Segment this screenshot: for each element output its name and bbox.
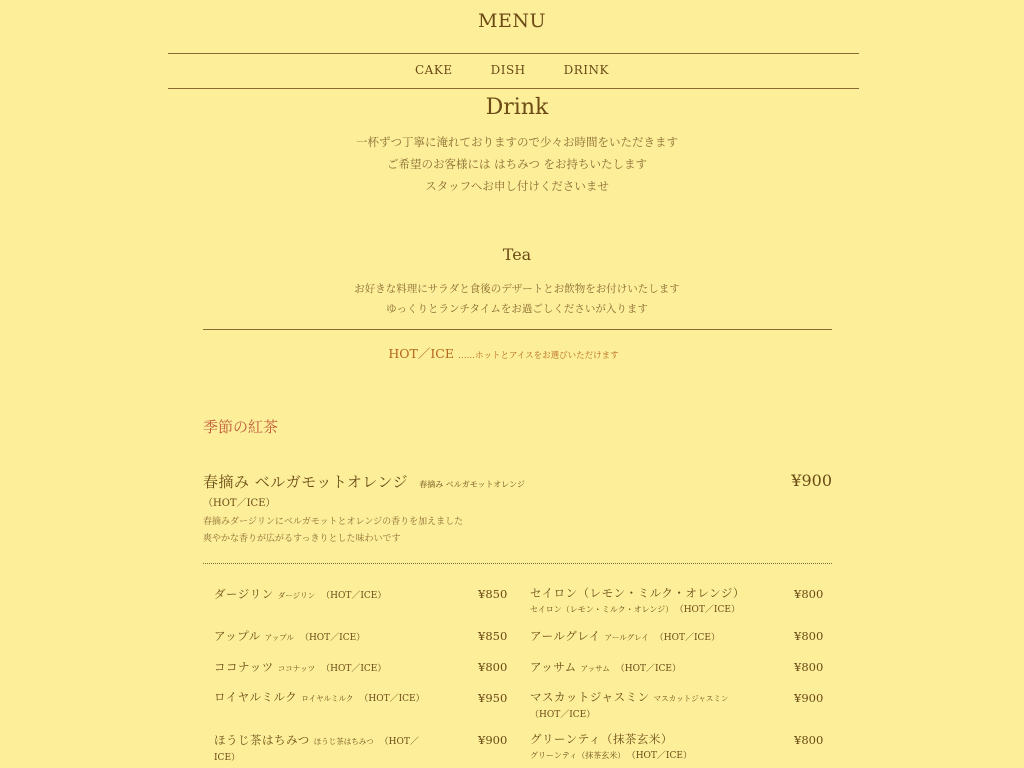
menu-item-coconut [214, 659, 386, 677]
item-options: （HOT／ICE） [321, 591, 387, 601]
item-reading: ダージリン [277, 591, 316, 600]
section-intro [0, 131, 1024, 197]
item-reading: ロイヤルミルク [301, 694, 354, 703]
item-name: アッサム [530, 660, 577, 674]
item-price: ¥850 [478, 629, 508, 643]
featured-item-name: 春摘み ベルガモットオレンジ [203, 473, 409, 491]
item-price: ¥800 [794, 660, 824, 674]
item-price: ¥800 [794, 629, 824, 643]
item-options: （HOT／ICE） [359, 694, 425, 704]
intro-line: スタッフへお申し付けくださいませ [425, 179, 609, 193]
featured-desc-line: 春摘みダージリンにベルガモットとオレンジの香りを加えました [203, 517, 464, 527]
item-name: アールグレイ [530, 629, 601, 643]
item-options: （HOT／ICE） [530, 710, 596, 720]
menu-item-ceylon [530, 585, 780, 618]
featured-item-description [203, 514, 832, 548]
item-options: （HOT／ICE） [299, 633, 366, 643]
menu-item-apple [214, 628, 365, 646]
featured-item [203, 471, 832, 548]
menu-item-hojicha-honey [214, 732, 434, 766]
item-reading: アールグレイ [604, 633, 649, 642]
item-name: グリーンティ（抹茶玄米） [530, 732, 673, 746]
item-options: （HOT／ICE） [679, 605, 740, 615]
item-options: （HOT／ICE） [631, 751, 692, 761]
item-price: ¥900 [478, 733, 508, 747]
item-reading: マスカットジャスミン [653, 694, 729, 703]
item-name: ほうじ茶はちみつ [214, 733, 310, 747]
nav-divider [168, 88, 859, 89]
item-name: アップル [214, 629, 261, 643]
nav-cake[interactable]: CAKE [415, 63, 453, 77]
featured-desc-line: 爽やかな香りが広がるすっきりとした味わいです [203, 534, 401, 544]
item-price: ¥900 [794, 691, 824, 705]
item-price: ¥950 [478, 691, 508, 705]
item-name: ダージリン [214, 587, 274, 601]
item-name: マスカットジャスミン [530, 690, 650, 704]
hot-ice-note [0, 344, 1007, 362]
item-name: ロイヤルミルク [214, 690, 298, 704]
item-options-continued: ICE） [214, 753, 241, 763]
menu-item-assam [530, 659, 681, 677]
item-reading: セイロン（レモン・ミルク・オレンジ） [530, 605, 674, 614]
hot-ice-label: HOT／ICE [388, 346, 454, 361]
item-price: ¥800 [794, 587, 824, 601]
tea-title: Tea [502, 245, 532, 264]
item-price: ¥800 [478, 660, 508, 674]
item-options: （HOT／ [379, 737, 419, 747]
item-reading: ほうじ茶はちみつ [313, 737, 374, 746]
menu-item-earl-grey [530, 628, 720, 646]
intro-line: 一杯ずつ丁寧に淹れておりますので少々お時間をいただきます [356, 135, 678, 149]
tea-desc-line: ゆっくりとランチタイムをお過ごしくださいが入ります [386, 303, 648, 315]
dotted-divider [203, 563, 832, 564]
item-reading: ココナッツ [277, 664, 316, 673]
featured-item-options: （HOT／ICE） [203, 498, 276, 509]
nav-drink[interactable]: DRINK [563, 63, 609, 77]
tea-description [0, 279, 1024, 319]
item-options: （HOT／ICE） [321, 664, 387, 674]
page-title: MENU [478, 10, 546, 32]
menu-item-royal-milk [214, 689, 425, 707]
item-reading: アッサム [580, 664, 610, 673]
section-title: Drink [485, 95, 549, 120]
intro-line: ご希望のお客様には はちみつ をお持ちいたします [386, 157, 648, 171]
category-nav [0, 63, 1024, 77]
top-divider [168, 53, 859, 54]
menu-item-muscat-jasmine [530, 689, 760, 723]
menu-item-darjeeling [214, 586, 386, 604]
item-price: ¥800 [794, 733, 824, 747]
nav-dish[interactable]: DISH [490, 63, 526, 77]
item-price: ¥850 [478, 587, 508, 601]
category-title: 季節の紅茶 [203, 418, 279, 436]
item-name: ココナッツ [214, 660, 274, 674]
item-options: （HOT／ICE） [654, 633, 720, 643]
item-options: （HOT／ICE） [615, 664, 681, 674]
item-reading: アップル [264, 633, 294, 642]
featured-item-price: ¥900 [791, 471, 832, 490]
menu-item-green-tea [530, 731, 780, 764]
hot-ice-explanation: ……ホットとアイスをお選びいただけます [457, 351, 619, 361]
tea-desc-line: お好きな料理にサラダと食後のデザートとお飲物をお付けいたします [354, 283, 680, 295]
featured-item-reading: 春摘み ベルガモットオレンジ [419, 480, 525, 489]
item-name: セイロン（レモン・ミルク・オレンジ） [530, 586, 745, 600]
item-reading: グリーンティ（抹茶玄米） [530, 751, 626, 760]
tea-divider [203, 329, 832, 330]
